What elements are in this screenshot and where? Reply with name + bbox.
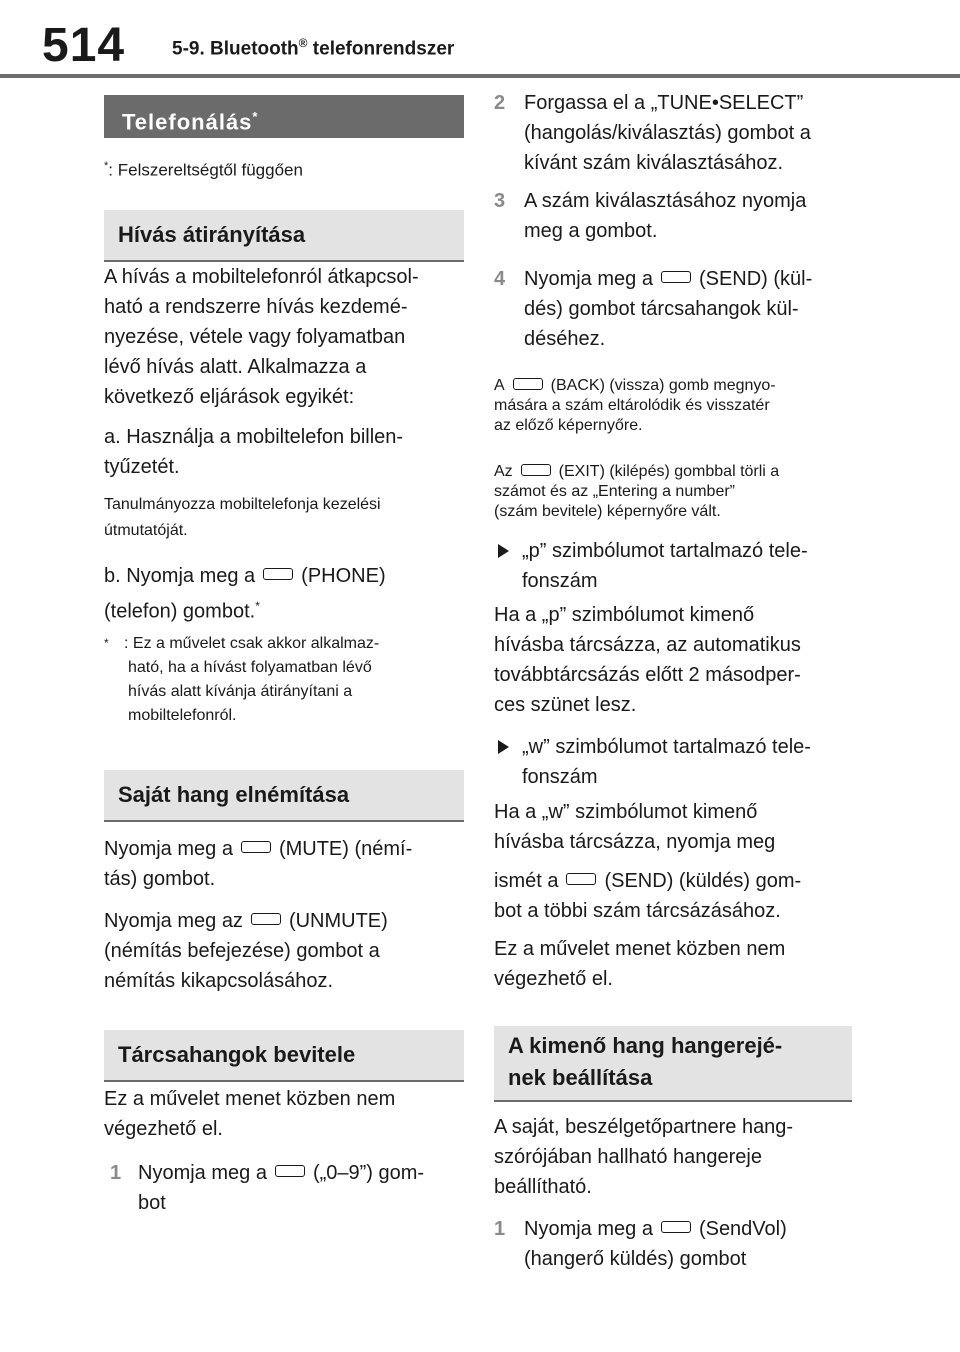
outgoing-volume-intro: A saját, beszélgetőpartnere hang- szórójában hallható hangereje beállítható. bbox=[494, 1116, 794, 1198]
back-note: A (BACK) (vissza) gomb megnyo- mására a szám eltárolódik és visszatér az előző képernyőre. bbox=[494, 377, 776, 434]
page-header bbox=[0, 0, 960, 78]
section-heading-call-transfer: Hívás átirányítása bbox=[104, 210, 464, 262]
option-b: b. Nyomja meg a (PHONE) (telefon) gombot.* bbox=[104, 565, 386, 623]
call-transfer-intro: A hívás a mobiltelefonról átkapcsol- ható a rendszerre hívás kezdemé- nyezése, vétele vagy folyamatban lévő hívás alatt. Alkalmazza a következő eljárások egyikét: bbox=[104, 266, 419, 408]
mute-instruction: Nyomja meg a (MUTE) (némí- tás) gombot. bbox=[104, 838, 413, 890]
option-a-note: Tanulmányozza mobiltelefonja kezelési útmutatóját. bbox=[104, 496, 381, 539]
exit-note: Az (EXIT) (kilépés) gombbal törli a számot és az „Entering a number” (szám bevitele) képernyőre vált. bbox=[494, 463, 780, 520]
w-symbol-item: „w” szimbólumot tartalmazó tele- fonszám bbox=[494, 732, 854, 792]
main-title: Telefonálás* bbox=[104, 95, 464, 138]
dtmf-intro: Ez a művelet menet közben nem végezhető el. bbox=[104, 1088, 396, 1140]
section-heading-outgoing-volume: A kimenő hang hangerejé- nek beállítása bbox=[494, 1026, 852, 1102]
arrow-bullet-icon bbox=[494, 536, 522, 596]
drive-restriction-note: Ez a művelet menet közben nem végezhető el. bbox=[494, 938, 786, 990]
unmute-button-icon bbox=[251, 913, 281, 925]
volume-step-1: 1 Nyomja meg a (SendVol) (hangerő küldés) gombot bbox=[494, 1218, 787, 1270]
unmute-instruction: Nyomja meg az (UNMUTE) (némítás befejezése) gombot a némítás kikapcsolásához. bbox=[104, 910, 388, 992]
sendvol-button-icon bbox=[661, 1221, 691, 1233]
back-button-icon bbox=[513, 378, 543, 390]
dtmf-step-3: 3 A szám kiválasztásához nyomja meg a gombot. bbox=[494, 190, 807, 242]
section-heading-dtmf: Tárcsahangok bevitele bbox=[104, 1030, 464, 1082]
send-button-icon bbox=[566, 873, 596, 885]
p-symbol-text: Ha a „p” szimbólumot kimenő hívásba tárcsázza, az automatikus továbbtárcsázás előtt 2 másodper- ces szünet lesz. bbox=[494, 604, 801, 716]
exit-button-icon bbox=[521, 464, 551, 476]
title-footnote: *: Felszereltségtől függően bbox=[104, 160, 303, 180]
dtmf-step-2: 2 Forgassa el a „TUNE•SELECT” (hangolás/kiválasztás) gombot a kívánt szám kiválasztásához. bbox=[494, 92, 811, 174]
option-b-footnote: * : Ez a művelet csak akkor alkalmaz- ható, ha a hívást folyamatban lévő hívás alatt kívánja átirányítani a mobiltelefonról. bbox=[104, 635, 380, 724]
header-rule bbox=[0, 74, 960, 78]
digits-button-icon bbox=[275, 1165, 305, 1177]
section-heading-mute: Saját hang elnémítása bbox=[104, 770, 464, 822]
send-button-icon bbox=[661, 271, 691, 283]
phone-button-icon bbox=[263, 568, 293, 580]
dtmf-step-1: 1 Nyomja meg a („0–9”) gom- bot bbox=[110, 1162, 425, 1214]
p-symbol-item: „p” szimbólumot tartalmazó tele- fonszám bbox=[494, 536, 854, 596]
mute-button-icon bbox=[241, 841, 271, 853]
page-number: 514 bbox=[42, 19, 126, 72]
chapter-title: 5-9. Bluetooth® telefonrendszer bbox=[172, 36, 455, 60]
w-symbol-text: Ha a „w” szimbólumot kimenő hívásba tárcsázza, nyomja meg bbox=[494, 801, 776, 853]
w-send-instruction: ismét a (SEND) (küldés) gom- bot a többi szám tárcsázásához. bbox=[494, 870, 802, 922]
option-a: a. Használja a mobiltelefon billen- tyűzetét. bbox=[104, 426, 404, 478]
arrow-bullet-icon bbox=[494, 732, 522, 792]
dtmf-step-4: 4 Nyomja meg a (SEND) (kül- dés) gombot tárcsahangok kül- déséhez. bbox=[494, 268, 813, 350]
